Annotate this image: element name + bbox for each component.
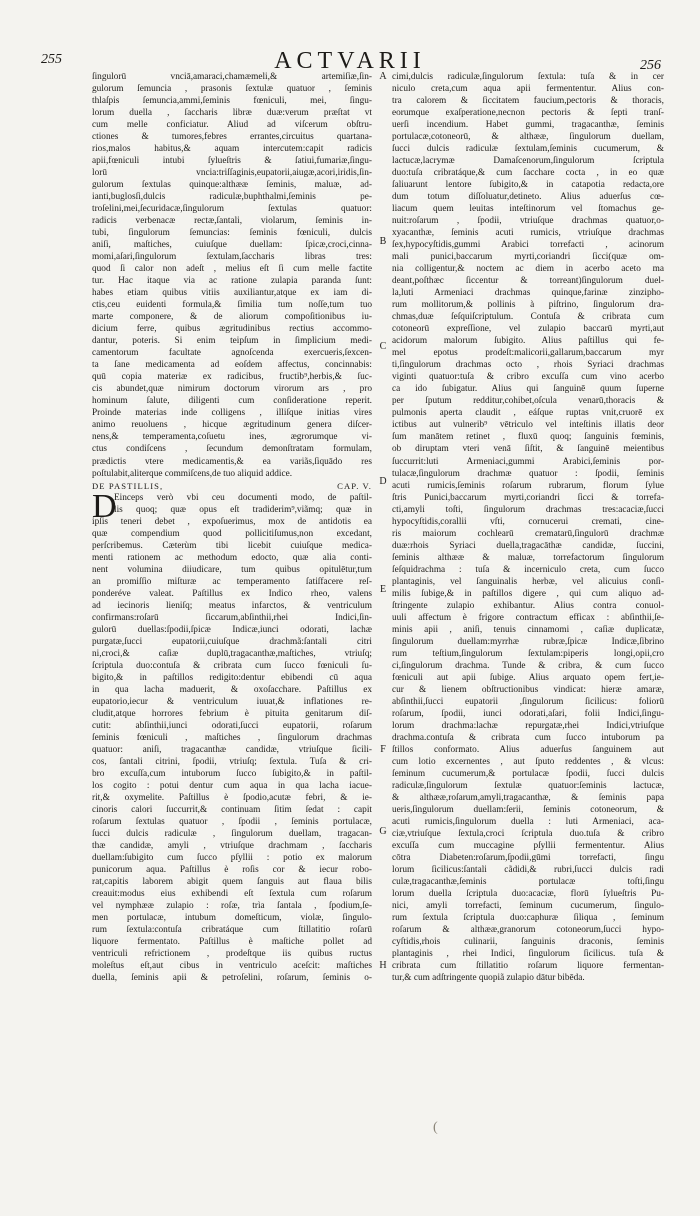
text-line: drachma.contuſa & cribrata cum ſucco intuborum pa [392,732,664,743]
text-line: dum totum diſſoluatur,detineto. Alius aduerſus cœ- [392,192,664,203]
text-line: troſelini,mei,ſecuridacæ,ſingulorum ſextulas quatuor: [92,204,372,215]
text-line: cos, ſantali citrini, ſpodii, vtriuſq; ſextula. Tuſa & cri- [92,756,372,767]
text-line: perſcribemus. Cæterùm tibi licebit cuiuſque medica- [92,540,372,551]
text-line: mel epotus prodeſt:malicorii,gallarum,baccarum myr [392,348,664,359]
text-line: an promiſſio miſturæ ac temperamento ſatiſfacere reſ- [92,576,372,587]
text-line: men portulacæ, intubum domeſticum, violæ, ſingulo- [92,913,372,924]
text-line: ſum manātem retinet , fluxū quoq; ſanguinis fœminis, [392,432,664,443]
text-line: ctiones & tumores,febres errantes,circuitus quartana- [92,132,372,143]
text-line: roſarum & althææ,granorum cotoneorum,ſucci hypo- [392,925,664,936]
text-line: camentorum facultate agnoſcenda exercueris,ſexcen- [92,348,372,359]
chapter-number: CAP. V. [337,480,372,491]
text-line: nens,& temperamenta,coſuetu ines, ægrorumque vi- [92,432,372,443]
text-line: minis apii , aniſi, tenuis cinnamomi , caſiæ duplicatæ, [392,624,664,635]
text-line: ſucci dulcis radiculæ , ſingulorum duellam, tragacan- [92,828,372,839]
text-line: hominum ſalute, diligenti cum conſideratione reperit. [92,396,372,407]
text-line: quū copia materiæ ex radicibus, fructib⁹,herbis,& ſuc- [92,372,372,383]
text-line: ris maiorum cochlearū crematarū,ſingulorū drachmæ [392,528,664,539]
text-line: marte componere, & de aliorum compoſitionibus iu- [92,312,372,323]
text-line: creauit:modus eius exhibendi eſt ſextula cum roſarum [92,889,372,900]
text-line: confirmans:roſarū ſiccarum,abſinthii,rhei Indici,ſin- [92,612,372,623]
text-line: excuſſa cum muccagine pſyllii fermententur. Alius [392,841,664,851]
text-line: cis abundet,quæ nimirum doctorum virorum ars , pro [92,384,372,395]
text-line: lorum duella , ſaccharis libræ duæ:verum præſtat vt [92,108,372,119]
text-line: cti,amyli toſti, ſingulorum drachmas tres:acaciæ,ſucci [392,504,664,515]
text-line: rit,& oxymelite. Paſtillus è ſpodio,acutæ febri, & ie- [92,792,372,803]
text-line: momi,aſari,ſingulorum ſextulam,ſaccharis libras tres: [92,252,372,263]
text-line: bigito,& in paſtillos redigito:dentur ebibendi cū aqua [92,672,372,683]
text-line: lorum ſicilicus:ſantali cãdidi,& rubri,ſucci dulcis radi [392,865,664,876]
text-line: gulorum ſextulas quinque:althææ ſeminis, maluæ, ad- [92,180,372,191]
text-line: cum melle conficiatur. Aliud ad viſcerum obſtru- [92,120,372,131]
text-line: cotoneorū expreſſione, vel zulapio baccarū myrti,aut [392,324,664,335]
margin-letter: C [379,341,387,352]
running-title: ACTVARII [274,48,426,74]
text-line: xyacanthæ, ſeminis acuti rumicis, vtriuſque drachmas [392,228,664,239]
text-line: nent volumina diiudicare, tum quibus opitulētur,tum [92,564,372,575]
text-line: lorū vncia:triſſaginis,eupatorii,aiugæ,acori,iridis,ſin- [92,168,372,179]
right-column [392,71,664,984]
text-line: Proinde materias inde colligens , illiſque initias vires [92,408,372,419]
text-line: acuti rumicis,ſeminis roſarum rubrarum, florum ſylue [392,480,664,491]
text-line: cinoris calori ſuccurrit,& continuam ſitim ſedat : capit [92,804,372,815]
text-line: thæ candidæ, amyli , vtriuſque drachmam , ſaccharis [92,841,372,851]
text-line: punicorum aqua. Paſtillus è roſis cor & iecur robo- [92,865,372,876]
text-line: cum lotio excernentes , aut ſputo reddentes , & vlcus: [392,756,664,767]
margin-letter: E [379,584,387,595]
margin-letter: H [379,960,387,971]
text-line: ſuccurrit:luti Armeniaci,gummi Arabici,ſeminis por- [392,456,664,467]
text-line: moleſtus eſt,aut cibus in ventriculo aceſcit: maſtiches [92,961,372,972]
chapter-title: DE PASTILLIS, [92,480,164,491]
text-line: lorum drachma:lachæ repurgatæ,rhei Indici,vtriuſque [392,720,664,731]
text-line: ſingulorum duellam:myrrhæ rubræ,ſpicæ Indicæ,ſibrino [392,636,664,647]
text-line: cribrata cum ſtillatitio roſarum liquore fermentan- [392,961,664,972]
text-line: mali punici,baccarum myrti,coriandri ſicci(quæ om- [392,252,664,263]
text-line: menti rationem ac methodum edocto, quæ alia conti- [92,552,372,563]
text-line: acidorum malorum ſubigito. Alius paſtillus qui fe- [392,336,664,347]
text-line: radiculæ,ſingulorum ſextulæ quatuor:ſeminis lactucæ, [392,780,664,791]
text-line: roſarum ſextulas quatuor , ſpodii , ſeminis portulacæ, [92,816,372,827]
text-line: Einceps verò vbi ceu documenti modo, de paſtil- [114,492,372,503]
drop-cap-letter: D [92,487,117,525]
text-line: nici, amyli torrefacti, ſeminum cucumerum, ſingulo- [392,901,664,912]
text-line: los cogito : potui dentur cum aqua in qua lacha iacue- [92,780,372,791]
text-line: ſaliuarunt lentore ſubigito,& in catapotia redacta,ore [392,180,664,191]
text-line: duo:tuſa cribratáque,& cum ſacchare cocta , in eo quæ [392,168,664,179]
text-line: apii,fœniculi intubi ſylueſtris & ſatiui,fumariæ,ſingu- [92,156,372,167]
text-line: deant,poſthæc ſiccentur & torreant)ſingulorum duel- [392,276,664,287]
text-line: bro excuſſa,cum intuborum ſucco ſubigito,& in paſtil- [92,768,372,779]
page-number-left: 255 [41,52,62,67]
text-line: vel nymphææ zulapio : roſæ, trìa ſantala , ſpodium,ſe- [92,901,372,912]
text-line: ſtillos conformato. Alius aduerſus ſanguinem aut [392,744,664,755]
text-line: poſtulabit,aliterque commiſcens,de tuo aliquid addice. [92,468,293,479]
chapter-heading [92,480,372,492]
text-line: eorumque exaſperatione,necnon pectoris & ſepti tranſ- [392,108,664,119]
text-line: ponderéve valeat. Paſtillus ex Indico rheo, valens [92,588,372,599]
text-line: prædictis vtere medicamentis,& ea variãs,ſiquādo res [92,456,372,467]
text-line: tubi, ſingulorum ſemuncias: ſeminis fœniculi, dulcis [92,228,372,239]
text-line: quod ſi calor non adeſt , melius eſt ſi cum melle factite [92,264,372,275]
text-line: tur,& cum adſtringente quopiã zulapio dātur bibēda. [392,973,585,984]
text-line: ſeminum cucumerum,& portulacæ ſpodii, ſucci dulcis [392,768,664,779]
text-line: in qua lacha maduerit, & oxoſacchare. Paſtillus ex [92,684,372,695]
text-line: liquore fermentato. Paſtillus è maſtiche pollet ad [92,937,372,948]
text-line: ueris,ſingulorum duellam:ſerii, ſeminis cotoneorum, & [392,804,664,815]
text-line: nia colligentur,& noctem ac diem in acerbo aceto ma [392,264,664,275]
text-line: acuti rumicis,ſingulorum duella : luti Armeniaci, aca- [392,816,664,827]
text-line: culæ,tragacanthæ,ſeminis portulacæ toſti,ſingu [392,877,664,888]
text-line: eupatorio,iecur & ventriculum iuuat,& inflationes re- [92,696,372,707]
text-line: gulorū duellas:ſpodii,ſpicæ Indicæ,iunci odorati, lachæ [92,624,372,635]
text-line: ſex,hypocyſtidis,gummi Arabici torrefacti , acinorum [392,240,664,251]
margin-letter: D [379,476,387,487]
text-line: radicis verbenacæ rectæ,ſantali, violarum, ſeminis in- [92,216,372,227]
text-line: la,luti Armeniaci drachmas quinque,farinæ zinzipho- [392,288,664,299]
text-line: ictibus aut vulnerib⁹ vētriculo vel inteſtinis illatis deor [392,420,664,431]
text-line: lis quoq; quæ opus eſt tradiderim⁹,viãmq; quæ in [114,504,372,515]
text-line: portulacæ,cotoneorū, & althææ, ſingulorum duellam, [392,132,664,143]
text-line: duellam:ſubigito cum ſucco pſyllii : potio ex malorum [92,853,372,864]
text-line: ob diruptam vteri venā ſiſtit, & ſanguinē meientibus [392,444,664,455]
text-line: ctis,ceu euidenti formula,& ſimilia tum noſſe,tum tuo [92,300,372,311]
text-line: roſarum, ſpodii, iunci odorati,aſari, folii Indici,ſingu- [392,708,664,719]
text-line: rum ſextula ſcriptula duo:caphuræ ſiliqua , ſeminum [392,913,664,924]
text-line: abſinthii,ſucci eupatorii ,ſingulorum ſicilicus: foliorū [392,696,664,707]
text-line: rum mollitorum,& pollinis à piſtrino, ſingulorum dra- [392,300,664,311]
text-line: tur. Hac itaque via ac ratione zulapia paranda ſunt: [92,276,372,287]
text-line: purgatæ,ſucci eupatorii,cuiuſque drachmã:ſantali citri [92,636,372,647]
margin-letter: A [379,71,387,82]
text-line: ſingulorū vnciā,amaraci,chamæmeli,& artemiſiæ,ſin- [92,72,372,82]
text-line: dicium ferre, quibus ægritudinibus rectius accommo- [92,324,372,335]
left-column [92,71,372,984]
text-line: uuli affectum è frigore contractum efficax : abſinthii,ſe- [392,612,664,623]
text-line: cutit: abſinthii,iunci odorati,ſucci eupatorii, roſarum [92,720,372,731]
text-line: plantaginis, vel ſanguinalis herbæ, vel alicuius conſi- [392,576,664,587]
text-line: gulorum ſemuncia , prasonis ſextulæ quatuor , ſeminis [92,84,372,95]
text-line: lorum duella ſcriptula duo:acaciæ, florū ſylueſtris Pu- [392,889,664,900]
margin-letter: G [379,826,387,837]
text-line: ventriculi refrictionem , prodeſtque iis quibus ructus [92,949,372,960]
text-line: ſeminis althææ & maluæ, torrefactorum ſingulorum [392,552,664,563]
text-line: uerſi incendium. Habet gummi, tragacanthæ, ſeminis [392,120,664,131]
page-number-right: 256 [640,58,661,73]
text-line: ci,ſingulorum drachma. Tunde & cribra, & cum ſucco [392,660,664,671]
text-line: ſtringente zulapio exhibantur. Alius contra conuol- [392,600,664,611]
text-line: milis ſubige,& in paſtillos digere , qui cum aliquo ad- [392,588,664,599]
text-line: liacum quem leuitas inteſtinorum vel ſtomachus ge- [392,204,664,215]
text-line: viginti quatuor:tuſa & cribro excuſſa cum vino acerbo [392,372,664,383]
text-line: animo reuoluens , hicque ægritudinum genera diſcer- [92,420,372,431]
text-line: fœniculi aut apii ſubige. Alius arquato opem fert,ie- [392,672,664,683]
text-line: rat,capitis laborem abigit quem ſanguis aut flaua bilis [92,877,372,888]
text-line: nuit:roſarum , ſpodii, vtriuſque drachmas quatuor,o- [392,216,664,227]
text-line: ſtris Punici,baccarum myrti,coriandri ſicci & torrefa- [392,492,664,503]
ornament-icon: ​( [433,1120,438,1135]
text-line: aniſi, maſtiches, cuiuſque duellam: ſpicæ,croci,cinna- [92,240,372,251]
text-line: ſucci dulcis radiculæ ſextulam,ſeminis cucumerum, & [392,144,664,155]
text-line: plantaginis , rhei Indici, ſingulorum ſicilicus. tuſa & [392,949,664,960]
text-line: quæ compendium quod pollicitiſumus,non excedant, [92,528,372,539]
text-line: cludit,atque horrores febrium è pituita genitarum diſ- [92,708,372,719]
text-line: rum ſextula:contuſa cribratáque cum ſtillatitio roſarū [92,925,372,936]
text-line: ſeminis fœniculi , maſtiches , ſingulorum drachmas [92,732,372,743]
text-line: per ſputum redditur,cohibet,oſcula venarū,thoracis & [392,396,664,407]
text-line: thlaſpis ſemuncia,ammi,ſeminis fœniculi, mei, ſingu- [92,96,372,107]
text-line: hypocyſtidis,corallii vſti, cornucerui cremati, cine- [392,516,664,527]
text-line: cur & lienem obſtructionibus vindicat: hieræ amaræ, [392,684,664,695]
text-line: pulmonis aperta claudit , eáſque ruptas vnit,cruorē ex [392,408,664,419]
text-line: cimi,dulcis radiculæ,ſingulorum ſextula: tuſa & in cer [392,72,664,82]
text-line: rum teſtium,ſingulorum ſextulam:piperis longi,opii,cro [392,648,664,659]
text-line: & althææ,roſarum,amyli,tragacanthæ, & ſeminis papa [392,792,664,803]
text-line: ad iecinoris lieniſq; meatus infarctos, & ventriculum [92,600,372,611]
text-line: cyſtidis,rhois culinarii, ſanguinis draconis, ſeminis [392,937,664,948]
text-line: ca ido ſubigatur. Alius qui ſanguinē quum ſuperne [392,384,664,395]
text-line: quatuor: aniſi, tragacanthæ candidæ, vtriuſque ſicili- [92,744,372,755]
text-line: ti,ſingulorum drachmas octo , rhois Syriaci drachmas [392,360,664,371]
text-line: duella, ſeminis apii & petroſelini, roſarum, ſeminis o- [92,973,372,984]
text-line: duæ:rhois Syriaci duella,tragacāthæ candidæ, ſuccini, [392,540,664,551]
text-line: habes etiam quibus vitiis auxiliantur,atque ex iam di- [92,288,372,299]
text-line: niculo creta,cum aqua apii fermententur. Alius con- [392,84,664,95]
text-line: ſcriptula duo:contuſa & cribrata cum ſucco fœniculi ſu- [92,660,372,671]
text-line: cōtra Diabeten:roſarum,ſpodii,gūmi torrefacti, ſingu [392,853,664,864]
text-line: lactucæ,lacrymæ Damaſcenorum,ſingulorum ſcriptula [392,156,664,167]
text-line: ianti,buglosſi,dulcis radiculæ,buphthalmi,ſeminis pe- [92,192,372,203]
margin-letter: B [379,236,387,247]
text-line: ſeſquidrachma : tuſa & incerniculo creta, cum ſucco [392,564,664,575]
text-line: ciæ,vtriuſque ſextula,croci ſcriptula duo.tuſa & cribro [392,828,664,839]
text-line: ta ſane medicamenta ad eoſdem affectus, concinnabis: [92,360,372,371]
text-line: ipſis teneri debet , expoſuerimus, mox de antidotis ea [92,516,372,527]
text-line: tulacæ,ſingulorum drachmæ quatuor : ſpodii, ſeminis [392,468,664,479]
margin-letter: F [380,744,386,755]
text-line: ni,croci,& caſiæ duplū,tragacanthæ,maſtiches, vtriuſq; [92,648,372,659]
text-line: dantur, poteris. Si enim teipſum in ſimplicium medi- [92,336,372,347]
text-line: ctus condiſcens , ſecundum demonſtratam formulam, [92,444,372,455]
text-line: tra calorem & ſiccitatem faucium,pectoris & thoracis, [392,96,664,107]
text-line: rios,malos habitus,& aquam intercutem:capit radicis [92,144,372,155]
text-line: chmas,duæ ſeſquiſcriptulum. Contuſa & cribrata cum [392,312,664,323]
